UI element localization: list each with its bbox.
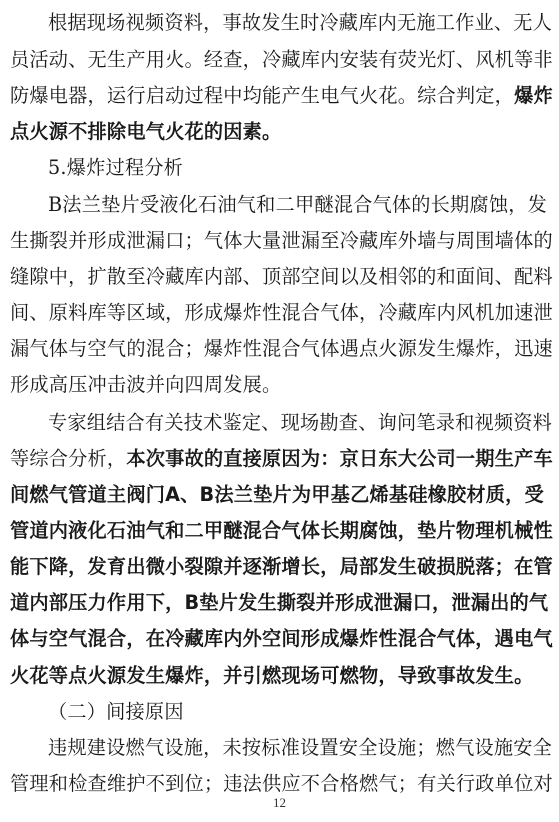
bold-text: 点火源不排除电气火花的因素。	[10, 120, 282, 143]
text-run: 缝隙中，扩散至冷藏库内部、顶部空间以及相邻的和面间、配料	[10, 265, 553, 288]
paragraph-line	[10, 555, 553, 579]
paragraph-line	[48, 736, 553, 760]
bold-text: 能下降，发育出微小裂隙并逐渐增长，局部发生破损脱落；在管	[10, 555, 553, 578]
page-number: 12	[273, 795, 286, 810]
paragraph-line	[48, 11, 553, 35]
text-run: 根据现场视频资料，事故发生时冷藏库内无施工作业、无人	[48, 11, 553, 34]
paragraph-line	[10, 301, 553, 325]
paragraph-line	[10, 664, 543, 688]
text-run: 违规建设燃气设施，未按标准设置安全设施；燃气设施安全	[48, 736, 553, 759]
bold-text: 本次事故的直接原因为：京日东大公司一期生产车	[126, 447, 553, 470]
text-run: 员活动、无生产用火。经查，冷藏库内安装有荧光灯、风机等非	[10, 48, 553, 71]
paragraph-line	[10, 627, 553, 651]
paragraph-line	[10, 591, 549, 615]
bold-text: 火花等点火源发生爆炸，并引燃现场可燃物，导致事故发生。	[10, 664, 534, 687]
text-run: 专家组结合有关技术鉴定、现场勘查、询问笔录和视频资料	[48, 411, 553, 434]
text-run: 防爆电器，运行启动过程中均能产生电气火花。综合判定，	[10, 84, 515, 107]
paragraph-line	[10, 447, 553, 471]
text-run: 生撕裂并形成泄漏口；气体大量泄漏至冷藏库外墙与周围墙体的	[10, 229, 553, 252]
paragraph-line	[10, 84, 553, 108]
text-run: 间、原料库等区域，形成爆炸性混合气体，冷藏库内风机加速泄	[10, 301, 553, 324]
paragraph-line	[48, 193, 547, 217]
bold-text: 间燃气管道主阀门A、B法兰垫片为甲基乙烯基硅橡胶材质，受	[10, 483, 544, 506]
text-run: B法兰垫片受液化石油气和二甲醚混合气体的长期腐蚀，发	[48, 193, 547, 216]
paragraph-line	[10, 265, 553, 289]
paragraph-line	[10, 519, 553, 543]
bold-text: 道内部压力作用下，B垫片发生撕裂并形成泄漏口，泄漏出的气	[10, 591, 549, 614]
section-heading	[48, 156, 543, 180]
section-heading	[48, 700, 543, 724]
text-run: 5.爆炸过程分析	[48, 156, 184, 179]
bold-text: 管道内液化石油气和二甲醚混合气体长期腐蚀，垫片物理机械性	[10, 519, 553, 542]
text-run: （二）间接原因	[48, 700, 184, 723]
text-run: 等综合分析，	[10, 447, 127, 470]
paragraph-line	[10, 483, 543, 507]
text-run: 形成高压冲击波并向四周发展。	[10, 373, 282, 396]
text-run: 漏气体与空气的混合；爆炸性混合气体遇点火源发生爆炸，迅速	[10, 337, 553, 360]
paragraph-line	[10, 48, 553, 72]
paragraph-line	[10, 337, 553, 361]
bold-text: 体与空气混合，在冷藏库内外空间形成爆炸性混合气体，遇电气	[10, 627, 553, 650]
text-run: 管理和检查维护不到位；违法供应不合格燃气；有关行政单位对	[10, 772, 553, 795]
paragraph-line	[48, 411, 553, 435]
paragraph-line	[10, 120, 543, 144]
bold-text: 爆炸	[514, 84, 553, 107]
paragraph-line	[10, 772, 553, 796]
paragraph-line	[10, 229, 553, 253]
paragraph-line	[10, 373, 543, 397]
